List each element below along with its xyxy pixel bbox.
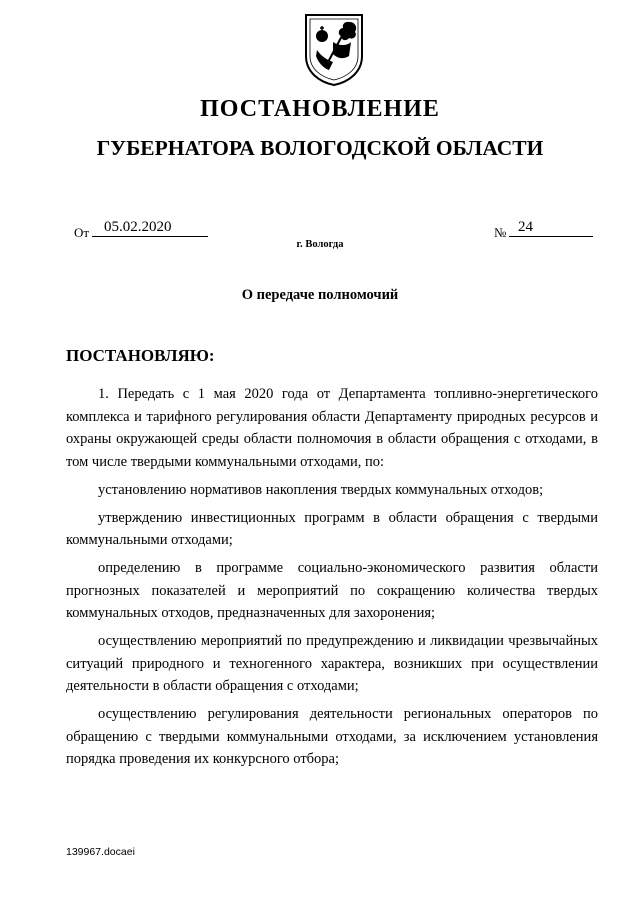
issuer-title: ГУБЕРНАТОРА ВОЛОГОДСКОЙ ОБЛАСТИ [96,136,544,160]
document-date: 05.02.2020 [104,219,172,235]
paragraph-1: 1. Передать с 1 мая 2020 года от Департамента топливно-энергетического комплекса и тарифного регулирования области Департаменту природных ресурсов и охраны окружающей среды области полномочия в области обращения с отходами, в том числе твердыми коммунальными отходами, по: [66,386,598,470]
paragraph-5: осуществлению мероприятий по предупреждению и ликвидации чрезвычайных ситуаций природного и техногенного характера, возникших при осуществлении деятельности в области обращения с отходами; [66,633,598,694]
number-label: № [494,225,507,240]
city: г. Вологда [296,239,344,250]
decree-heading: ПОСТАНОВЛЯЮ: [66,346,215,365]
paragraph-2: установлению нормативов накопления твердых коммунальных отходов; [98,481,544,498]
date-label: От [74,225,90,240]
paragraph-3: утверждению инвестиционных программ в области обращения с твердыми коммунальными отходами; [66,509,598,548]
document-subject: О передаче полномочий [241,287,399,303]
paragraph-4: определению в программе социально-экономического развития области прогнозных показателей и мероприятий по сокращению количества твердых коммунальных отходов, предназначенных для захоронения; [66,560,598,621]
document-title: ПОСТАНОВЛЕНИЕ [200,96,440,122]
file-reference: 139967.docaei [66,846,135,858]
document-number: 24 [518,219,533,235]
coat-of-arms-icon [303,12,365,87]
document-body [66,383,598,776]
paragraph-6: осуществлению регулирования деятельности региональных операторов по обращению с твердыми коммунальными отходами, за исключением установления порядка проведения их конкурсного отбора; [66,706,598,767]
